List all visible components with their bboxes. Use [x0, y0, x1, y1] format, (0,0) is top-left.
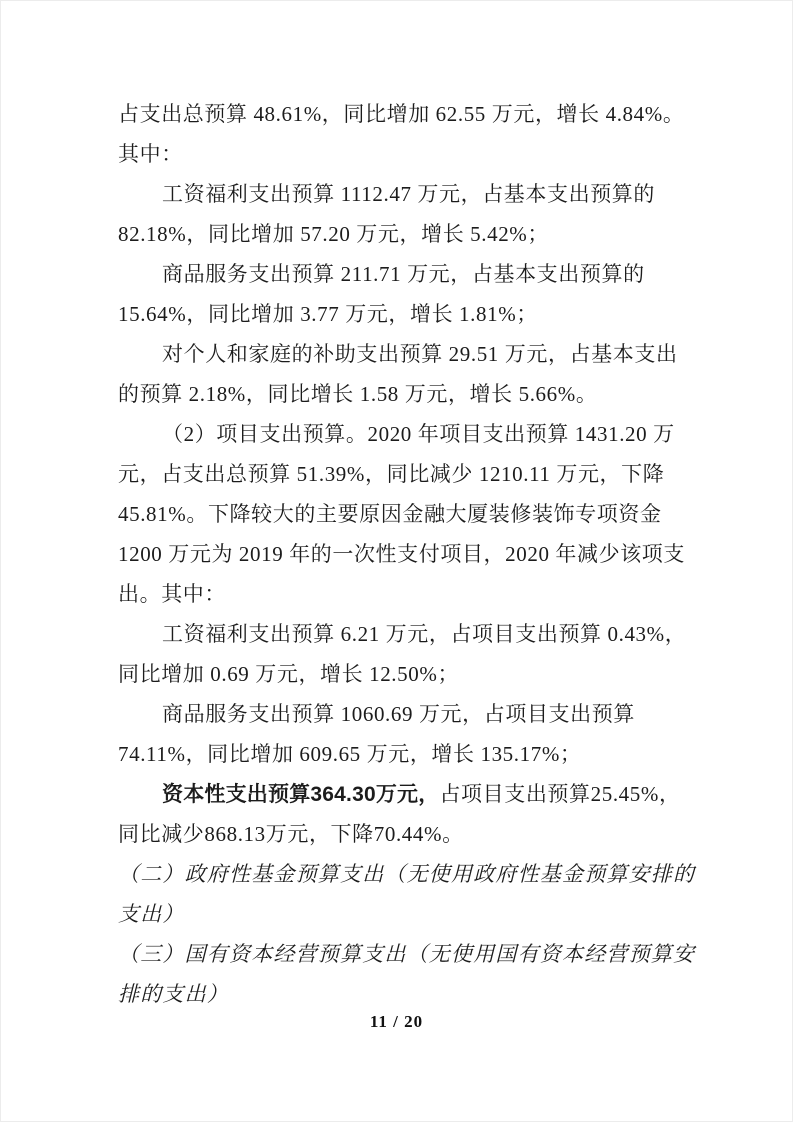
text-line	[118, 214, 703, 254]
text-line	[118, 654, 703, 694]
text-line	[118, 494, 703, 534]
text-line	[118, 254, 703, 294]
text-line	[118, 414, 703, 454]
text-line	[118, 934, 703, 974]
text-segment: 占项目支出预算25.45%，	[439, 782, 681, 806]
text-segment: 工资福利支出预算 1112.47 万元，占基本支出预算的	[162, 182, 655, 206]
text-segment: 1200 万元为 2019 年的一次性支付项目，2020 年减少该项支	[118, 542, 685, 566]
text-segment: 出。其中：	[118, 582, 226, 606]
text-segment: （二）政府性基金预算支出（无使用政府性基金预算安排的	[118, 862, 696, 886]
text-segment: 元，占支出总预算 51.39%，同比减少 1210.11 万元，下降	[118, 462, 665, 486]
text-line	[118, 374, 703, 414]
text-segment: 74.11%，同比增加 609.65 万元，增长 135.17%；	[118, 742, 582, 766]
text-segment: （三）国有资本经营预算支出（无使用国有资本经营预算安	[118, 942, 696, 966]
text-line	[118, 694, 703, 734]
document-body	[118, 94, 703, 1014]
text-line	[118, 814, 703, 854]
text-segment: 的预算 2.18%，同比增长 1.58 万元，增长 5.66%。	[118, 382, 598, 406]
text-line	[118, 854, 703, 894]
text-segment: 15.64%，同比增加 3.77 万元，增长 1.81%；	[118, 302, 538, 326]
bold-text-segment: 资本性支出预算364.30万元，	[162, 783, 440, 806]
text-segment: 支出）	[118, 902, 185, 926]
text-segment: 商品服务支出预算 211.71 万元，占基本支出预算的	[162, 262, 645, 286]
text-segment: 同比增加 0.69 万元，增长 12.50%；	[118, 662, 460, 686]
text-segment: 占支出总预算 48.61%，同比增加 62.55 万元，增长 4.84%。	[118, 102, 685, 126]
text-line	[118, 534, 703, 574]
text-line	[118, 134, 703, 174]
text-segment: 45.81%。下降较大的主要原因金融大厦装修装饰专项资金	[118, 502, 662, 526]
page-number-label: 11 / 20	[369, 1012, 424, 1031]
text-segment: 对个人和家庭的补助支出预算 29.51 万元，占基本支出	[162, 342, 678, 366]
text-line	[118, 894, 703, 934]
text-segment: 工资福利支出预算 6.21 万元，占项目支出预算 0.43%，	[162, 622, 687, 646]
text-segment: 其中：	[118, 142, 183, 166]
text-segment: 同比减少868.13万元，下降70.44%。	[118, 822, 464, 846]
text-segment: （2）项目支出预算。2020 年项目支出预算 1431.20 万	[162, 422, 675, 446]
text-line	[118, 174, 703, 214]
text-line	[118, 734, 703, 774]
text-line	[118, 334, 703, 374]
text-line	[118, 574, 703, 614]
text-line	[118, 454, 703, 494]
text-line	[118, 294, 703, 334]
text-line	[118, 974, 703, 1014]
text-line	[118, 614, 703, 654]
text-line	[118, 774, 703, 814]
text-segment: 82.18%，同比增加 57.20 万元，增长 5.42%；	[118, 222, 549, 246]
page-number	[0, 1012, 793, 1032]
text-segment: 商品服务支出预算 1060.69 万元，占项目支出预算	[162, 702, 635, 726]
text-line	[118, 94, 703, 134]
text-segment: 排的支出）	[118, 982, 229, 1006]
